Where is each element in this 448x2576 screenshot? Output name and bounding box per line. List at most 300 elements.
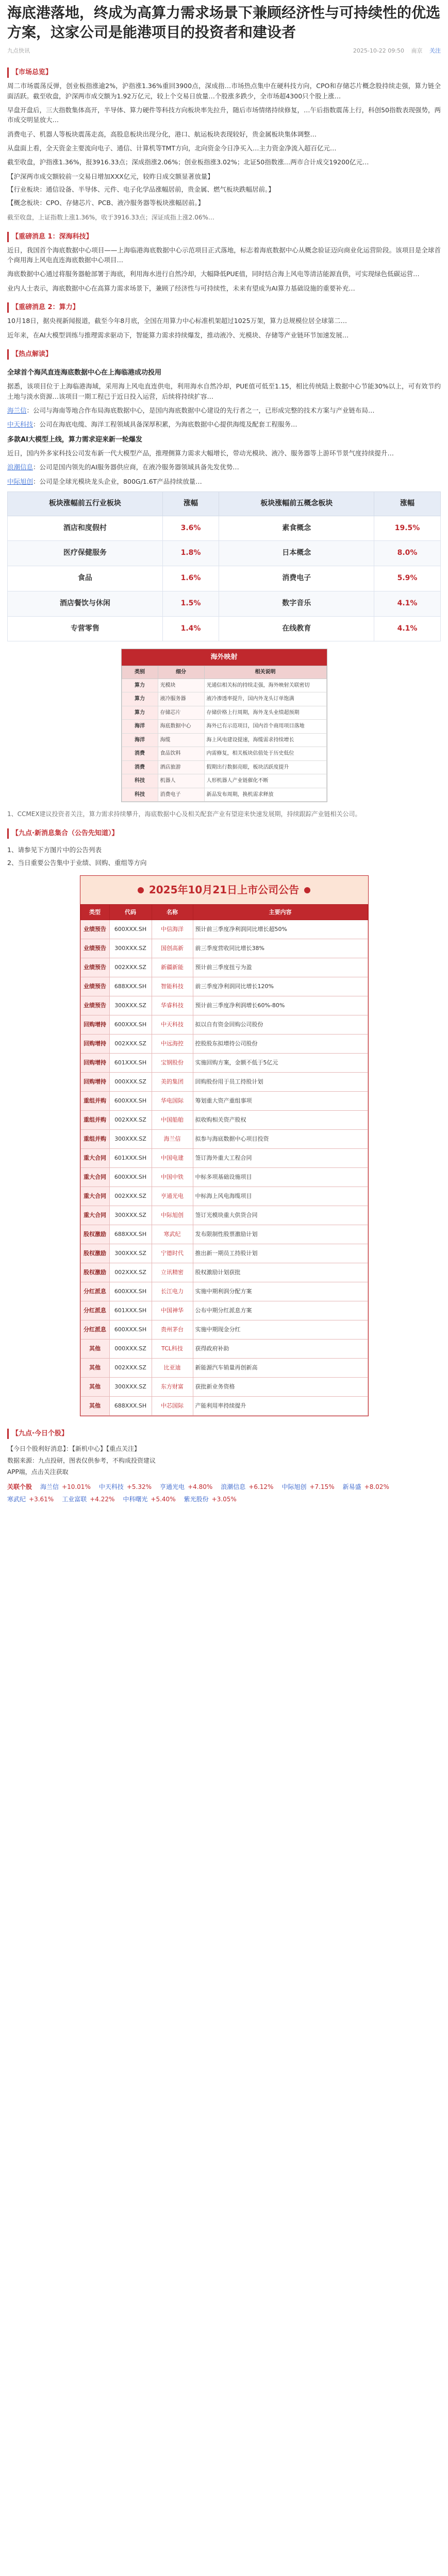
- stock-name: 中科曙光: [123, 1496, 148, 1503]
- table-header-row: [80, 904, 368, 920]
- table-cell: 假期出行数据亮眼，板块活跃度提升: [204, 760, 326, 774]
- table-row: [122, 706, 326, 720]
- stock-item[interactable]: [221, 1482, 273, 1492]
- paragraph: 截至收盘，沪指涨1.36%，报3916.33点；深成指涨2.06%；创业板指涨3.02%；北证50指数涨…两市合计成交19200亿元…: [7, 158, 369, 166]
- sector-name: 食品: [8, 566, 163, 591]
- app-line: APP端，点击关注获取: [7, 1468, 69, 1476]
- table-cell: 海洋: [122, 720, 158, 734]
- table-cell: 实施中期现金分红: [193, 1320, 368, 1339]
- table-cell[interactable]: 新疆新能: [152, 958, 193, 977]
- table-cell[interactable]: 中芯国际: [152, 1396, 193, 1415]
- table-cell: 600XXX.SH: [109, 1282, 152, 1301]
- sector-name: 酒店和度假村: [8, 516, 163, 541]
- company-item: 海兰信：公司与海南等地合作布局海底数据中心，是国内海底数据中心建设的先行者之一，已形成完整的技术方案与产业链布局…: [7, 406, 375, 415]
- overseas-mapping-image: [121, 649, 327, 802]
- note: 截至收盘，上证指数上涨1.36%，收于3916.33点；深证成指上涨2.06%…: [7, 213, 214, 221]
- table-body: [80, 920, 368, 1415]
- table-cell: 中标海上风电海缆项目: [193, 1187, 368, 1206]
- stock-pct: +4.80%: [188, 1483, 213, 1490]
- article-meta: [7, 46, 441, 55]
- table-cell[interactable]: 东方财富: [152, 1377, 193, 1396]
- table-cell: 科技: [122, 788, 158, 802]
- author: 九点快讯: [7, 47, 30, 54]
- kv-block: [7, 172, 441, 208]
- company-item: 浪潮信息：公司是国内领先的AI服务器供应商，在液冷服务器领域具备先发优势…: [7, 463, 239, 471]
- stock-name: 工业富联: [62, 1496, 87, 1503]
- table-cell: 筹划重大资产重组事项: [193, 1091, 368, 1110]
- table-cell[interactable]: 比亚迪: [152, 1358, 193, 1377]
- sector-pct: 4.1%: [374, 591, 441, 616]
- paragraph: 早盘开盘后，三大指数集体高开，半导体、算力硬件等科技方向板块率先拉升，随后市场情绪持续修复，…午后指数震荡上行，科创50指数表现强势，两市成交明显放大…: [7, 106, 441, 124]
- table-row: [80, 1206, 368, 1225]
- table-cell: 业绩预告: [80, 939, 109, 958]
- table-cell: 存储芯片: [158, 706, 204, 720]
- paragraph: 业内人士表示，海底数据中心在高算力需求场景下，兼顾了经济性与可持续性，未来有望成为AI算力基础设施的重要补充…: [7, 284, 355, 292]
- announcement-note: 2、当日重要公告集中于业绩、回购、重组等方向: [7, 859, 147, 867]
- company-link[interactable]: 海兰信: [7, 406, 27, 415]
- hot-title: 多款AI大模型上线，算力需求迎来新一轮爆发: [7, 435, 142, 444]
- table-cell[interactable]: 中国中铁: [152, 1167, 193, 1187]
- table-cell: 前三季度净利润同比增长120%: [193, 977, 368, 996]
- announcement-title: 2025年10月21日上市公司公告: [148, 883, 300, 896]
- table-row: [80, 1129, 368, 1148]
- paragraph: 海底数据中心通过将服务器舱部署于海底，利用海水进行自然冷却，大幅降低PUE值，同时结合海上风电等清洁能源直供，可实现绿色低碳运营…: [7, 270, 420, 278]
- table-header: 板块涨幅前五行业板块: [8, 492, 163, 516]
- table-cell: 600XXX.SH: [109, 1015, 152, 1034]
- company-desc: 公司在海底电缆、海洋工程领域具备深厚积累，为海底数据中心提供海缆及配套工程服务…: [39, 420, 297, 429]
- sector-name: 酒店餐饮与休闲: [8, 591, 163, 616]
- table-body: [8, 516, 441, 641]
- table-cell: 拟以自有资金回购公司股份: [193, 1015, 368, 1034]
- table-cell: 其他: [80, 1358, 109, 1377]
- table-row: [80, 996, 368, 1015]
- table-cell: 000XXX.SZ: [109, 1339, 152, 1358]
- table-row: [122, 788, 326, 802]
- table-cell: 600XXX.SH: [109, 1320, 152, 1339]
- table-header: 细分: [158, 666, 204, 679]
- table-cell: 业绩预告: [80, 996, 109, 1015]
- sector-name: 在线教育: [219, 616, 374, 641]
- table-cell[interactable]: 中天科技: [152, 1015, 193, 1034]
- table-cell: 分红派息: [80, 1320, 109, 1339]
- table-cell: 其他: [80, 1339, 109, 1358]
- table-cell[interactable]: 国创高新: [152, 939, 193, 958]
- paragraph: 近年来，在AI大模型训练与推理需求驱动下，智能算力需求持续爆发，推动液冷、光模块、存储等产业链环节加速发展…: [7, 331, 349, 339]
- paragraph: 周二市场震荡反弹，创业板指涨逾2%，沪指涨1.36%重回3900点，深成指…市场热点集中在硬科技方向，CPO和存储芯片概念股持续走强，算力链全面活跃。截至收盘，沪深两市成交额为1.92万亿元，较上个交易日放量…个股涨多跌少，全市场超4300只个股上涨…: [7, 82, 441, 100]
- stock-item[interactable]: [7, 1495, 54, 1504]
- table-row: [80, 1167, 368, 1187]
- table-cell: 发布限制性股票激励计划: [193, 1225, 368, 1244]
- mid-note: 1、CCMEX建议投资者关注，算力需求持续攀升，海底数据中心及相关配套产业有望迎来快速发展期，持续跟踪产业链相关公司。: [7, 810, 361, 818]
- table-header: 涨幅: [162, 492, 219, 516]
- table-cell[interactable]: 贵州茅台: [152, 1320, 193, 1339]
- stock-name: 亨通光电: [160, 1483, 185, 1490]
- table-cell[interactable]: 寒武纪: [152, 1225, 193, 1244]
- sector-pct: 19.5%: [374, 516, 441, 541]
- table-cell[interactable]: 智能科技: [152, 977, 193, 996]
- table-row: [8, 591, 441, 616]
- overseas-mapping-table: [122, 666, 327, 802]
- stock-name: 海兰信: [40, 1483, 59, 1490]
- table-cell[interactable]: 中国电建: [152, 1148, 193, 1167]
- table-row: [80, 920, 368, 939]
- table-cell: 业绩预告: [80, 977, 109, 996]
- app-line: 【今日个股利好消息】：【新机中心】【重点关注】: [7, 1445, 141, 1453]
- table-row: [80, 1244, 368, 1263]
- table-cell: 拟收购相关资产股权: [193, 1110, 368, 1129]
- related-stocks-label: 关联个股: [7, 1483, 32, 1490]
- table-cell: 重组并购: [80, 1110, 109, 1129]
- table-cell[interactable]: 中远海控: [152, 1034, 193, 1053]
- table-cell[interactable]: 宝钢股份: [152, 1053, 193, 1072]
- table-cell: 688XXX.SH: [109, 1225, 152, 1244]
- table-body: [122, 679, 326, 802]
- table-cell: 回购增持: [80, 1072, 109, 1091]
- table-cell: 光通信相关标的持续走强，海外映射关联密切: [204, 679, 326, 692]
- table-row: [80, 1358, 368, 1377]
- stock-item[interactable]: [184, 1495, 237, 1504]
- stock-pct: +5.40%: [151, 1496, 176, 1503]
- table-cell: 产能利用率持续提升: [193, 1396, 368, 1415]
- table-cell: 实施中期利润分配方案: [193, 1282, 368, 1301]
- table-cell: 601XXX.SH: [109, 1148, 152, 1167]
- table-row: [80, 1320, 368, 1339]
- table-cell: 其他: [80, 1396, 109, 1415]
- table-cell: 预计前三季度净利润同比增长超50%: [193, 920, 368, 939]
- table-row: [80, 977, 368, 996]
- table-cell: 存储价格上行周期，海外龙头业绩超预期: [204, 706, 326, 720]
- stock-name: 紫光股份: [184, 1496, 209, 1503]
- table-header: 代码: [109, 904, 152, 920]
- table-cell: 海缆: [158, 733, 204, 747]
- table-header: 类别: [122, 666, 158, 679]
- table-cell: 算力: [122, 706, 158, 720]
- kv-line: 【行业板块：通信设备、半导体、元件、电子化学品涨幅居前，贵金属、燃气板块跌幅居前。】: [7, 185, 275, 194]
- table-cell: 回购增持: [80, 1053, 109, 1072]
- table-cell[interactable]: 宁德时代: [152, 1244, 193, 1263]
- section-head-app: 【九点·今日个股】: [7, 1429, 68, 1439]
- table-row: [80, 1110, 368, 1129]
- table-cell: 海外已有示范项目，国内首个商用项目落地: [204, 720, 326, 734]
- table-cell: 002XXX.SZ: [109, 1034, 152, 1053]
- stock-item[interactable]: [99, 1482, 152, 1492]
- table-header-row: [122, 666, 326, 679]
- sector-name: 专营零售: [8, 616, 163, 641]
- company-link[interactable]: 中天科技: [7, 420, 34, 429]
- stock-pct: +5.32%: [126, 1483, 152, 1490]
- table-cell[interactable]: 立讯精密: [152, 1263, 193, 1282]
- announcement-table: [80, 904, 368, 1416]
- sector-pct: 1.5%: [162, 591, 219, 616]
- related-stocks: [7, 1482, 441, 1504]
- table-cell: 公布中期分红派息方案: [193, 1301, 368, 1320]
- location: 南京: [411, 47, 423, 54]
- table-row: [80, 1377, 368, 1396]
- stock-pct: +3.05%: [211, 1496, 237, 1503]
- table-row: [8, 541, 441, 566]
- kv-line: 【概念板块：CPO、存储芯片、PCB、液冷服务器等板块涨幅居前。】: [7, 198, 205, 207]
- announcement-image: [80, 875, 369, 1416]
- table-cell[interactable]: 长江电力: [152, 1282, 193, 1301]
- table-cell: 股权激励: [80, 1263, 109, 1282]
- table-row: [80, 1339, 368, 1358]
- stock-item[interactable]: [343, 1482, 389, 1492]
- image-title: 海外映射: [122, 649, 327, 666]
- stock-pct: +8.02%: [364, 1483, 389, 1490]
- sector-pct: 1.8%: [162, 541, 219, 566]
- table-row: [80, 1225, 368, 1244]
- table-cell: 预计前三季度净利润增长60%-80%: [193, 996, 368, 1015]
- table-cell: 前三季度营收同比增长38%: [193, 939, 368, 958]
- table-cell: 分红派息: [80, 1282, 109, 1301]
- image-title: [80, 876, 368, 904]
- table-cell: 重大合同: [80, 1187, 109, 1206]
- table-cell[interactable]: 亨通光电: [152, 1187, 193, 1206]
- table-row: [80, 1187, 368, 1206]
- table-cell: 海底数据中心: [158, 720, 204, 734]
- follow-link[interactable]: 关注: [429, 47, 441, 54]
- table-cell: 300XXX.SZ: [109, 1377, 152, 1396]
- table-cell: 消费: [122, 760, 158, 774]
- sector-pct: 5.9%: [374, 566, 441, 591]
- table-cell: 重大合同: [80, 1206, 109, 1225]
- table-cell: 业绩预告: [80, 920, 109, 939]
- table-row: [80, 1282, 368, 1301]
- sector-gain-table: [7, 492, 441, 641]
- table-cell[interactable]: TCL科技: [152, 1339, 193, 1358]
- table-cell: 酒店旅游: [158, 760, 204, 774]
- table-row: [122, 774, 326, 788]
- table-row: [80, 1015, 368, 1034]
- table-cell: 人形机器人产业链催化不断: [204, 774, 326, 788]
- section-head-news-2: 【重磅消息 2：算力】: [7, 302, 79, 313]
- table-row: [122, 747, 326, 761]
- decor-dot-icon: [138, 887, 144, 893]
- table-cell: 300XXX.SZ: [109, 939, 152, 958]
- table-cell[interactable]: 海兰信: [152, 1129, 193, 1148]
- table-cell: 消费电子: [158, 788, 204, 802]
- table-row: [80, 1091, 368, 1110]
- table-cell: 300XXX.SZ: [109, 1129, 152, 1148]
- table-cell: 回购股份用于员工持股计划: [193, 1072, 368, 1091]
- table-cell: 000XXX.SZ: [109, 1072, 152, 1091]
- section-head-announcements: 【九点·新消息集合（公告先知道）】: [7, 828, 118, 839]
- table-cell: 签订光模块重大供货合同: [193, 1206, 368, 1225]
- table-cell[interactable]: 中国船舶: [152, 1110, 193, 1129]
- table-header: 主要内容: [193, 904, 368, 920]
- company-desc: 公司是全球光模块龙头企业，800G/1.6T产品持续放量…: [39, 477, 202, 485]
- table-cell: 光模块: [158, 679, 204, 692]
- stock-pct: +10.01%: [62, 1483, 91, 1490]
- table-cell: 预计前三季度扭亏为盈: [193, 958, 368, 977]
- table-header: 涨幅: [374, 492, 441, 516]
- stock-pct: +6.12%: [248, 1483, 274, 1490]
- company-desc: 公司是国内领先的AI服务器供应商，在液冷服务器领域具备先发优势…: [39, 463, 239, 471]
- table-cell: 002XXX.SZ: [109, 958, 152, 977]
- table-row: [80, 1396, 368, 1415]
- sector-pct: 1.4%: [162, 616, 219, 641]
- table-cell: 重大合同: [80, 1167, 109, 1187]
- stock-item[interactable]: [62, 1495, 114, 1504]
- table-header: 类型: [80, 904, 109, 920]
- table-header-row: [8, 492, 441, 516]
- table-cell: 重组并购: [80, 1129, 109, 1148]
- table-cell[interactable]: 美的集团: [152, 1072, 193, 1091]
- sector-pct: 8.0%: [374, 541, 441, 566]
- table-cell: 实施回购方案，金额不低于5亿元: [193, 1053, 368, 1072]
- table-cell: 回购增持: [80, 1034, 109, 1053]
- company-link[interactable]: 浪潮信息: [7, 463, 34, 471]
- table-row: [80, 939, 368, 958]
- table-cell: 分红派息: [80, 1301, 109, 1320]
- paragraph: 近日，国内外多家科技公司发布新一代大模型产品，推理侧算力需求大幅增长，带动光模块、液冷、服务器等上游环节景气度持续提升…: [7, 449, 394, 457]
- table-cell: 液冷渗透率提升，国内外龙头订单饱满: [204, 692, 326, 706]
- table-cell: 002XXX.SZ: [109, 1110, 152, 1129]
- table-cell: 海上风电建设提速，海缆需求持续增长: [204, 733, 326, 747]
- section-head-hot: 【热点解读】: [7, 349, 52, 360]
- table-cell: 600XXX.SH: [109, 920, 152, 939]
- company-item: 中天科技：公司在海底电缆、海洋工程领域具备深厚积累，为海底数据中心提供海缆及配套工程服务…: [7, 420, 297, 429]
- sector-name: 消费电子: [219, 566, 374, 591]
- table-cell: 中标多项基础设施项目: [193, 1167, 368, 1187]
- table-cell[interactable]: 中际旭创: [152, 1206, 193, 1225]
- table-row: [8, 616, 441, 641]
- stock-item[interactable]: [40, 1482, 91, 1492]
- stock-pct: +3.61%: [29, 1496, 54, 1503]
- table-row: [122, 720, 326, 734]
- paragraph: 据悉，该项目位于上海临港海域，采用海上风电直连供电，利用海水自然冷却，PUE值可低至1.15，相比传统陆上数据中心节能30%以上，可有效节约土地与淡水资源…该项目一期工程已于近日投入运营，后续将持续扩容…: [7, 382, 441, 400]
- table-cell: 科技: [122, 774, 158, 788]
- app-line: 数据来源：九点投研，图表仅供参考，不构成投资建议: [7, 1456, 156, 1464]
- table-row: [80, 1301, 368, 1320]
- sector-name: 素食概念: [219, 516, 374, 541]
- publish-date: 2025-10-22 09:50: [353, 47, 404, 54]
- table-cell: 股权激励: [80, 1225, 109, 1244]
- table-cell[interactable]: 华电国际: [152, 1091, 193, 1110]
- table-cell[interactable]: 中国神华: [152, 1301, 193, 1320]
- stock-pct: +7.15%: [309, 1483, 335, 1490]
- table-cell: 算力: [122, 692, 158, 706]
- company-item: 中际旭创：公司是全球光模块龙头企业，800G/1.6T产品持续放量…: [7, 477, 202, 485]
- table-row: [80, 1034, 368, 1053]
- table-cell: 股权激励: [80, 1244, 109, 1263]
- table-cell: 推出新一期员工持股计划: [193, 1244, 368, 1263]
- table-cell: 消费: [122, 747, 158, 761]
- stock-name: 寒武纪: [7, 1496, 26, 1503]
- article-title: 海底港落地，终成为高算力需求场景下兼顾经济性与可持续性的优选方案，这家公司是能港项目的投资者和建设者: [7, 4, 441, 41]
- table-cell: 回购增持: [80, 1015, 109, 1034]
- sector-name: 数字音乐: [219, 591, 374, 616]
- kv-line: 【沪深两市成交额较前一交易日增加XXX亿元，较昨日成交额显著放量】: [7, 172, 214, 180]
- table-cell: 新能源汽车销量再创新高: [193, 1358, 368, 1377]
- table-row: [122, 733, 326, 747]
- table-row: [122, 679, 326, 692]
- section-head-overview: 【市场总览】: [7, 67, 52, 78]
- table-cell: 重大合同: [80, 1148, 109, 1167]
- table-cell: 600XXX.SH: [109, 1091, 152, 1110]
- paragraph: 从盘面上看，全天资金主要流向电子、通信、计算机等TMT方向，北向资金今日净买入…主力资金净流入超百亿元…: [7, 144, 337, 152]
- table-cell: 300XXX.SZ: [109, 1244, 152, 1263]
- table-cell: 拟参与海底数据中心项目投资: [193, 1129, 368, 1148]
- sector-name: 日本概念: [219, 541, 374, 566]
- table-row: [8, 566, 441, 591]
- paragraph: 消费电子、机器人等板块震荡走高，高股息板块出现分化，港口、航运板块表现较好，贵金属板块集体调整…: [7, 130, 317, 138]
- table-cell: 新品发布周期，换机需求释放: [204, 788, 326, 802]
- table-row: [80, 1263, 368, 1282]
- table-cell: 601XXX.SH: [109, 1301, 152, 1320]
- table-header: 板块涨幅前五概念板块: [219, 492, 374, 516]
- table-cell: 获得政府补助: [193, 1339, 368, 1358]
- paragraph: 10月18日，据央视新闻报道，截至今年8月底，全国在用算力中心标准机架超过1025万架，算力总规模位居全球第二…: [7, 317, 347, 325]
- paragraph: 近日，我国首个海底数据中心项目——上海临港海底数据中心示范项目正式落地，标志着海底数据中心从概念验证迈向商业化运营阶段。该项目是全球首个商用海上风电直连海底数据中心项目…: [7, 246, 441, 264]
- table-cell: 签订海外重大工程合同: [193, 1148, 368, 1167]
- stock-name: 浪潮信息: [221, 1483, 246, 1490]
- stock-name: 新易盛: [342, 1483, 361, 1490]
- table-cell: 601XXX.SH: [109, 1053, 152, 1072]
- table-cell: 002XXX.SZ: [109, 1358, 152, 1377]
- company-desc: 公司与海南等地合作布局海底数据中心，是国内海底数据中心建设的先行者之一，已形成完整的技术方案与产业链布局…: [33, 406, 375, 415]
- table-cell: 海洋: [122, 733, 158, 747]
- sector-pct: 1.6%: [162, 566, 219, 591]
- table-cell: 获批新业务资格: [193, 1377, 368, 1396]
- sector-pct: 4.1%: [374, 616, 441, 641]
- table-cell: 688XXX.SH: [109, 1396, 152, 1415]
- table-cell: 机器人: [158, 774, 204, 788]
- hot-title: 全球首个海风直连海底数据中心在上海临港成功投用: [7, 369, 162, 377]
- table-cell: 液冷服务器: [158, 692, 204, 706]
- table-cell: 688XXX.SH: [109, 977, 152, 996]
- table-cell: 食品饮料: [158, 747, 204, 761]
- announcement-note: 1、请参见下方图片中的公告列表: [7, 846, 102, 854]
- table-cell: 算力: [122, 679, 158, 692]
- table-cell: 600XXX.SH: [109, 1167, 152, 1187]
- table-cell: 控股股东拟增持公司股份: [193, 1034, 368, 1053]
- meta-right: [348, 46, 441, 55]
- table-header: 名称: [152, 904, 193, 920]
- table-row: [122, 760, 326, 774]
- table-cell: 300XXX.SZ: [109, 996, 152, 1015]
- stock-name: 中天科技: [98, 1483, 124, 1490]
- table-row: [80, 1053, 368, 1072]
- table-cell: 股权激励计划获批: [193, 1263, 368, 1282]
- company-link[interactable]: 中际旭创: [7, 477, 34, 485]
- table-cell: 内需修复，相关板块估值处于历史低位: [204, 747, 326, 761]
- section-head-news-1: 【重磅消息 1：深海科技】: [7, 232, 93, 242]
- table-row: [80, 1148, 368, 1167]
- table-cell[interactable]: 华睿科技: [152, 996, 193, 1015]
- sector-pct: 3.6%: [162, 516, 219, 541]
- stock-pct: +4.22%: [90, 1496, 115, 1503]
- table-row: [80, 1072, 368, 1091]
- table-cell[interactable]: 中信海洋: [152, 920, 193, 939]
- stock-item[interactable]: [123, 1495, 175, 1504]
- stock-item[interactable]: [160, 1482, 212, 1492]
- stock-name: 中际旭创: [281, 1483, 307, 1490]
- table-row: [8, 516, 441, 541]
- sector-name: 医疗保健服务: [8, 541, 163, 566]
- table-cell: 002XXX.SZ: [109, 1263, 152, 1282]
- table-cell: 其他: [80, 1377, 109, 1396]
- table-cell: 300XXX.SZ: [109, 1206, 152, 1225]
- stock-item[interactable]: [281, 1482, 334, 1492]
- table-row: [122, 692, 326, 706]
- table-cell: 重组并购: [80, 1091, 109, 1110]
- decor-dot-icon: [304, 887, 310, 893]
- table-cell: 业绩预告: [80, 958, 109, 977]
- table-row: [80, 958, 368, 977]
- table-header: 相关说明: [204, 666, 326, 679]
- table-cell: 002XXX.SZ: [109, 1187, 152, 1206]
